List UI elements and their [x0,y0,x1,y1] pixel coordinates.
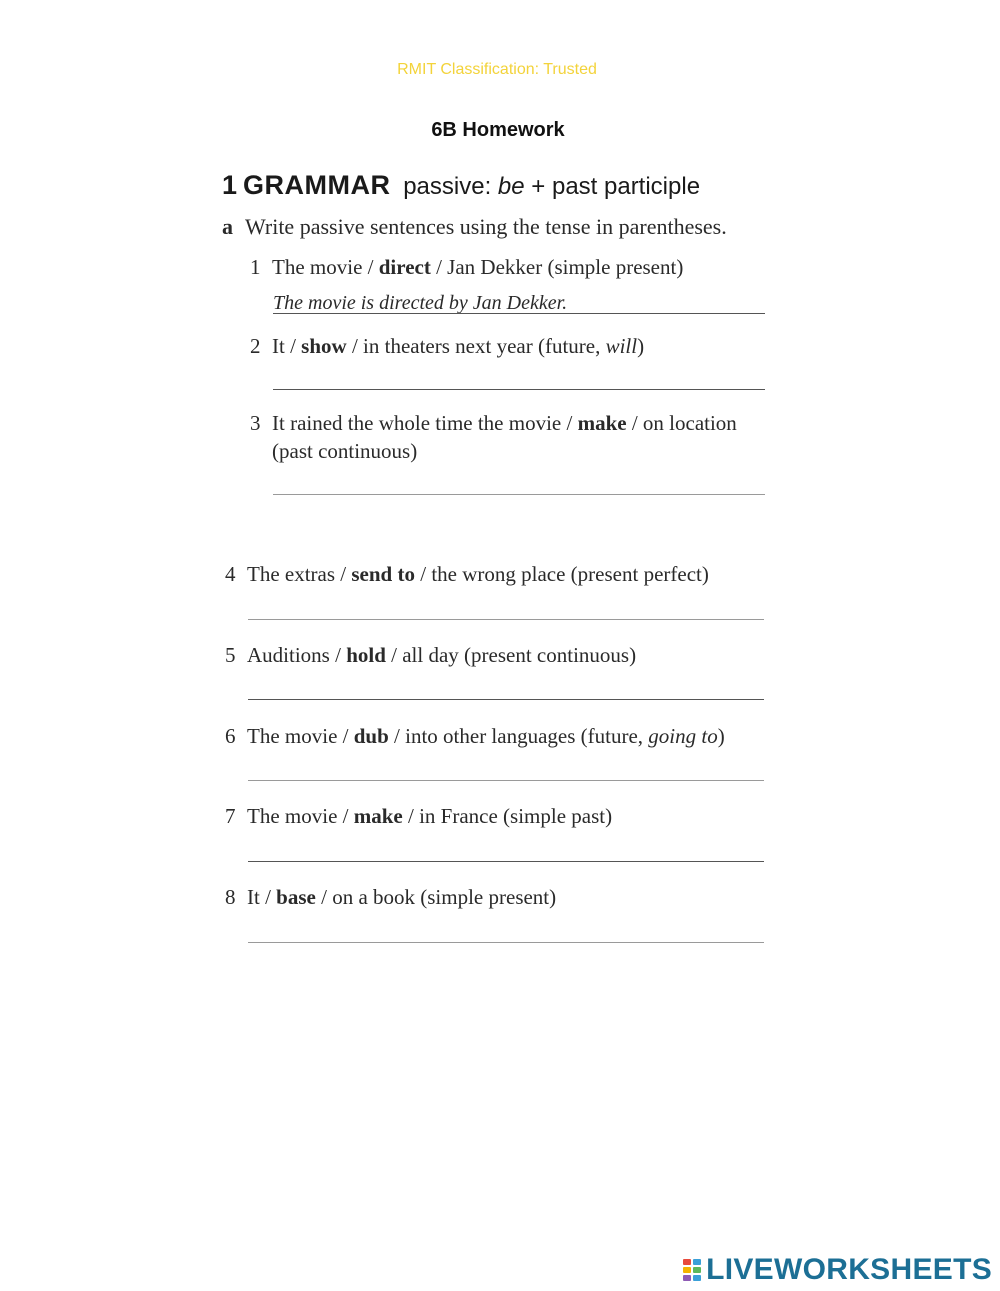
item-prompt-close: ) [637,334,645,358]
item-verb: base [276,885,316,909]
item-prompt-end: / in France (simple past) [407,804,613,828]
exercise-item-3 [250,409,737,465]
item-number: 3 [250,411,261,435]
exercise-item-1 [250,253,683,281]
liveworksheets-logo-icon [682,1258,702,1282]
item-prompt-start: The extras / [247,562,347,586]
exercise-item-4 [225,560,709,588]
section-topic-be: be [497,173,525,200]
item-prompt-close: ) [717,724,725,748]
item-prompt-italic: going to [648,724,718,748]
item-prompt-end: / on location [631,411,737,435]
section-heading [222,170,700,201]
answer-line-1[interactable] [273,313,765,314]
section-number: 1 [222,170,238,200]
item-number: 2 [250,334,261,358]
item-prompt-end: / into other languages (future, [394,724,644,748]
item-verb: send to [351,562,415,586]
section-word: GRAMMAR [243,170,391,200]
answer-line-7[interactable] [248,861,764,862]
item-prompt-line2: (past continuous) [272,439,418,463]
item-prompt-start: It rained the whole time the movie / [272,411,573,435]
item-verb: make [353,804,403,828]
logo-text: LIVEWORKSHEETS [706,1253,992,1286]
answer-line-6[interactable] [248,780,764,781]
instruction-text: Write passive sentences using the tense in parentheses. [245,214,727,239]
exercise-instruction [222,214,727,240]
item-number: 6 [225,724,236,748]
exercise-item-8 [225,883,556,911]
exercise-item-6 [225,722,725,750]
item-prompt-start: The movie / [247,724,349,748]
item-prompt-end: / in theaters next year (future, [351,334,601,358]
item-prompt-start: The movie / [272,255,374,279]
item-verb: direct [378,255,431,279]
item-number: 8 [225,885,236,909]
classification-label: RMIT Classification: Trusted [397,61,597,78]
section-topic-before: passive: [403,173,492,200]
item-prompt-start: It / [272,334,296,358]
item-prompt-end: / all day (present continuous) [391,643,637,667]
liveworksheets-logo[interactable] [682,1253,992,1287]
exercise-item-5 [225,641,636,669]
item-number: 7 [225,804,236,828]
exercise-item-2 [250,332,644,360]
section-topic-after: + past participle [531,173,701,200]
exercise-item-7 [225,802,612,830]
item-prompt-italic: will [605,334,638,358]
answer-line-4[interactable] [248,619,764,620]
item-prompt-end: / on a book (simple present) [321,885,557,909]
item-prompt-start: It / [247,885,271,909]
item-prompt-end: / Jan Dekker (simple present) [436,255,684,279]
example-answer: The movie is directed by Jan Dekker. [273,292,568,314]
item-number: 5 [225,643,236,667]
answer-line-3[interactable] [273,494,765,495]
item-prompt-start: Auditions / [247,643,341,667]
document-title: 6B Homework [431,119,565,141]
item-number: 1 [250,255,261,279]
answer-line-8[interactable] [248,942,764,943]
item-number: 4 [225,562,236,586]
answer-line-5[interactable] [248,699,764,700]
exercise-letter: a [222,214,233,239]
item-verb: show [301,334,347,358]
item-prompt-end: / the wrong place (present perfect) [420,562,709,586]
item-prompt-start: The movie / [247,804,349,828]
item-verb: make [577,411,627,435]
item-verb: dub [353,724,389,748]
answer-line-2[interactable] [273,389,765,390]
item-verb: hold [346,643,386,667]
